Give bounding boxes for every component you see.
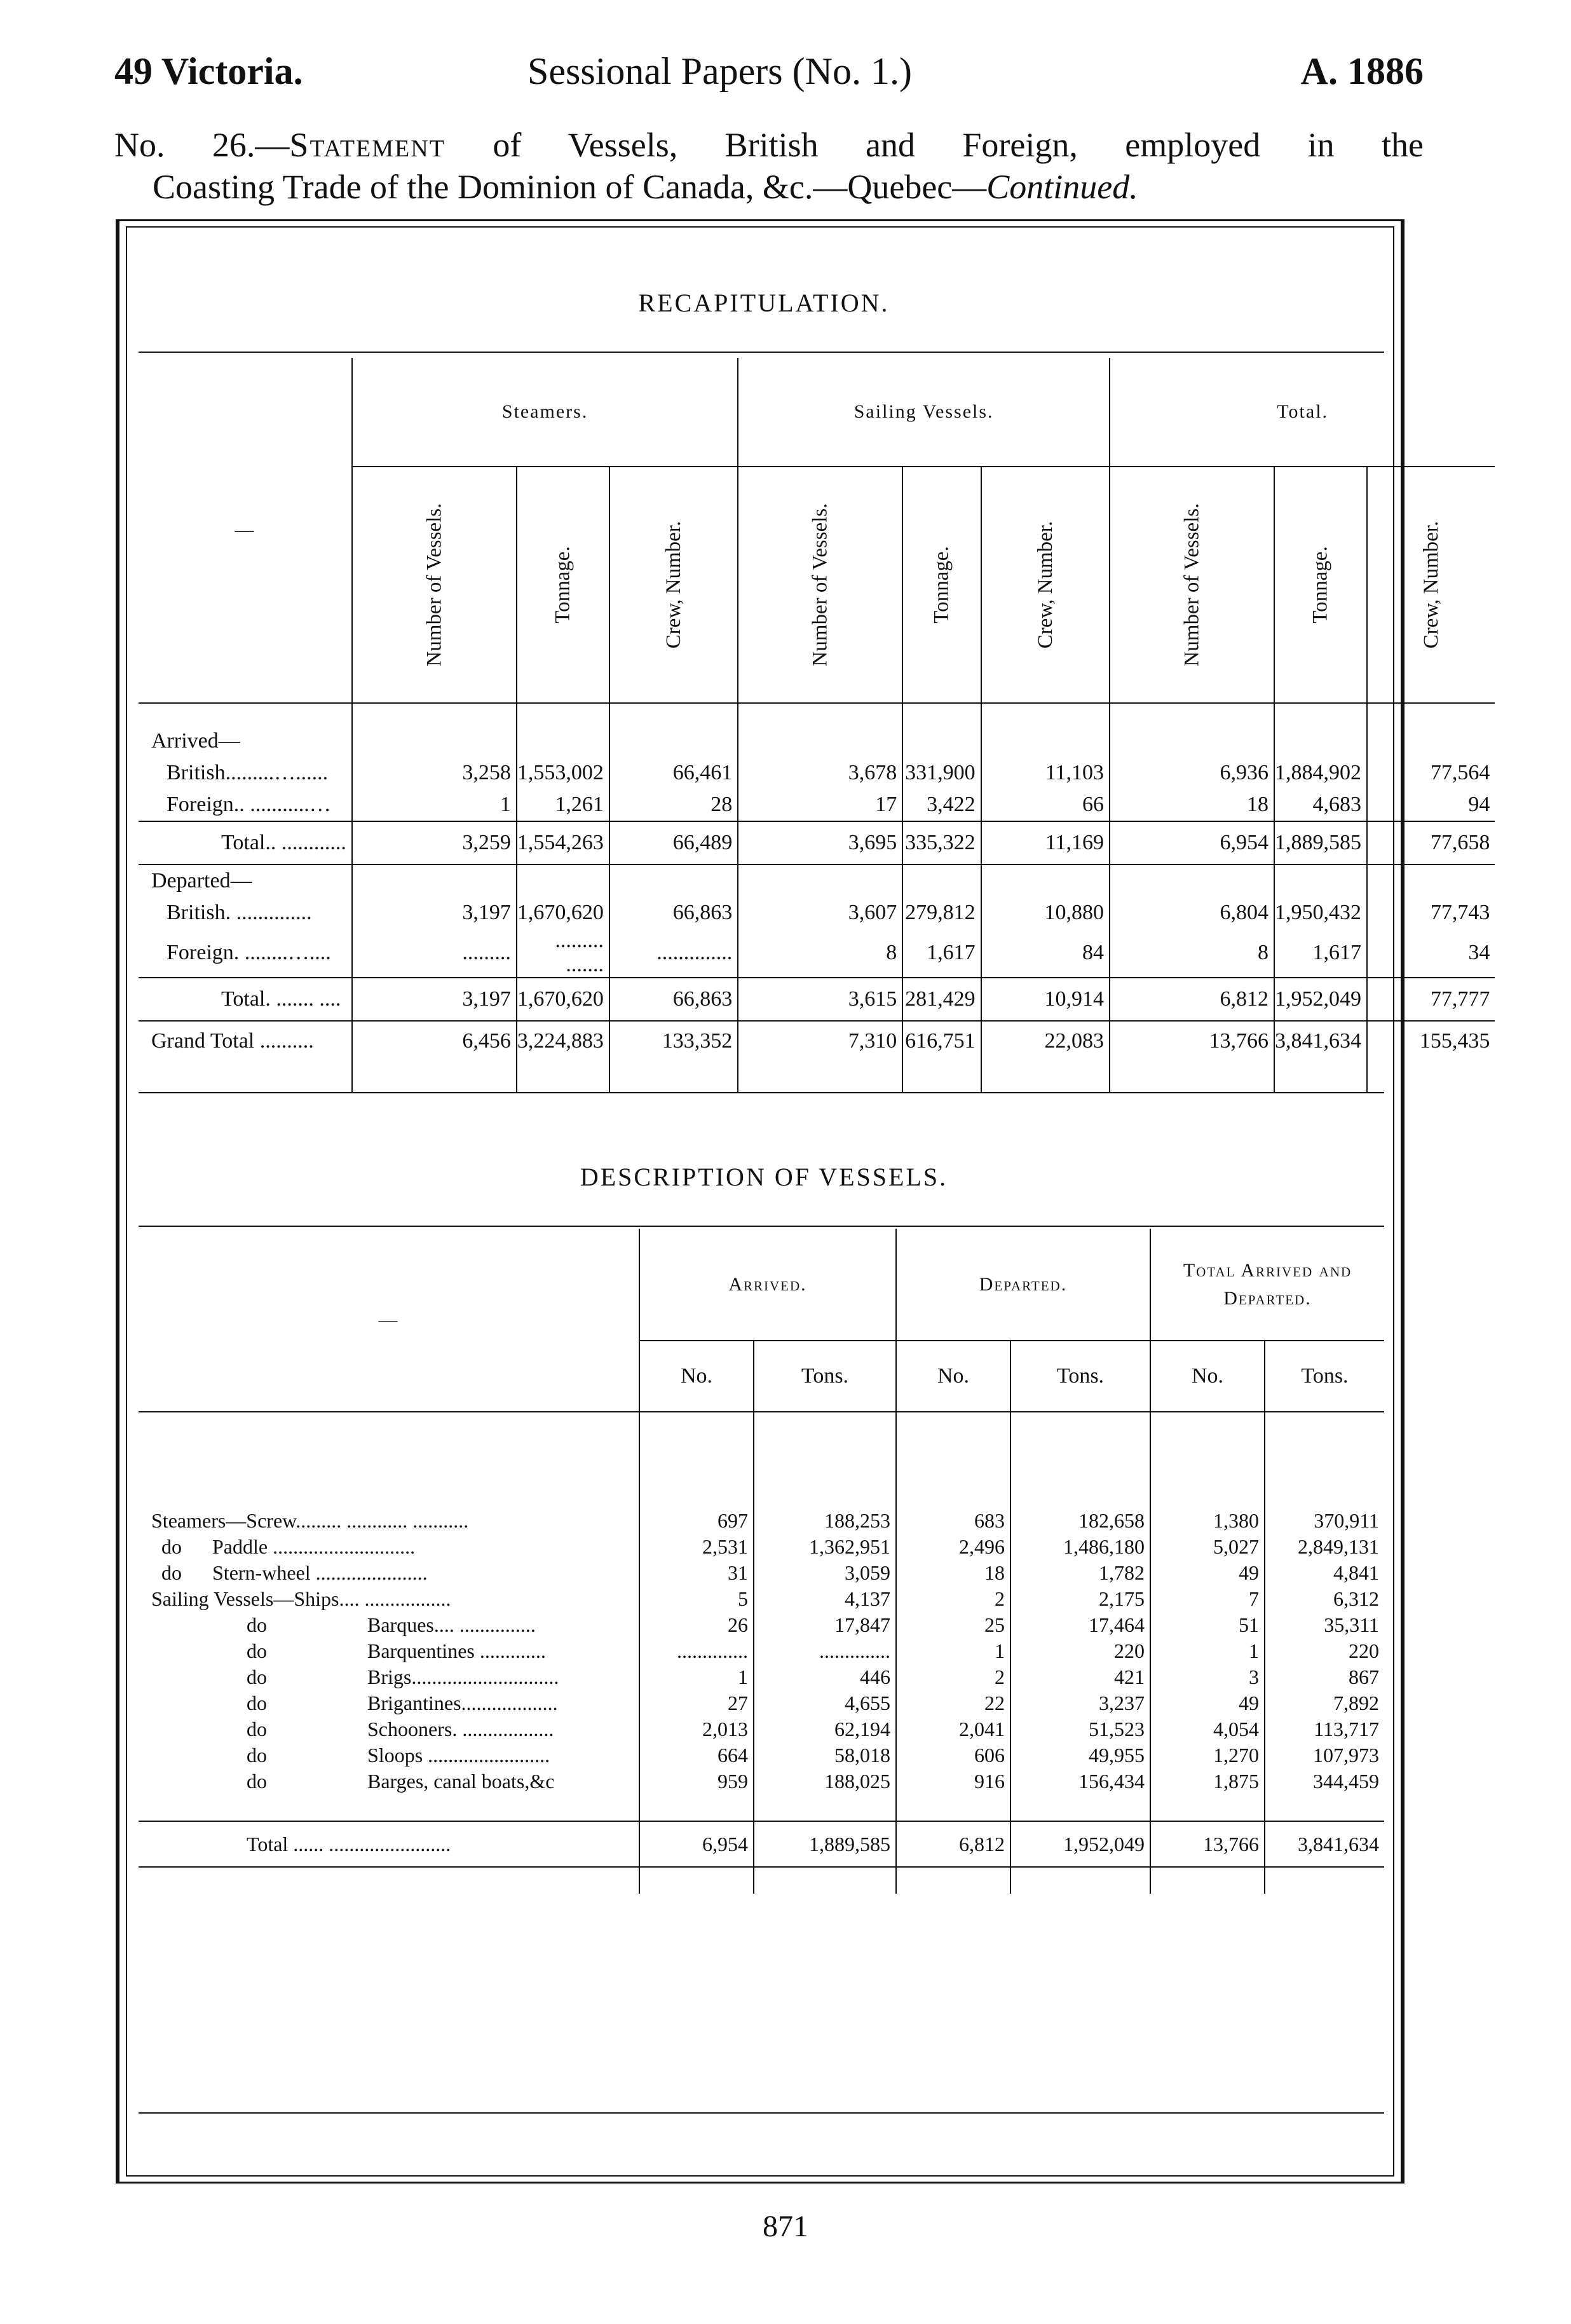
subhead-vessels: Number of Vessels. (352, 467, 517, 703)
table-row: British.........…...... 3,258 1,553,002 66,461 3,678 331,900 11,103 6,936 1,884,902 77,564 (139, 757, 1495, 789)
group-total-arrived-departed: Total Arrived and Departed. (1150, 1229, 1384, 1341)
recap-top-rule (139, 352, 1384, 353)
header-center: Sessional Papers (No. 1.) (527, 50, 912, 92)
caption-statement: Statement (289, 126, 445, 164)
row-label: Steamers—Screw......... ............ ........... (151, 1509, 469, 1532)
table-row (139, 725, 1495, 757)
header-left: 49 Victoria. (114, 50, 303, 92)
row-label: Sailing Vessels—Ships.... ................. (151, 1587, 451, 1610)
row-label: Foreign.. ...........… (167, 793, 331, 816)
desc-top-rule (139, 1226, 1384, 1227)
table-row: do Brigs............................. 1 446 2 421 3 867 (139, 1664, 1384, 1690)
table-row: do Schooners. .................. 2,013 62,194 2,041 51,523 4,054 113,717 (139, 1716, 1384, 1742)
subhead-tonnage: Tonnage. (902, 467, 981, 703)
desc-bottom-rule (139, 2112, 1384, 2114)
table-row: Total.. ............ 3,259 1,554,263 66,489 3,695 335,322 11,169 6,954 1,889,585 77,658 (139, 821, 1495, 865)
row-label: do Barquentines ............. (247, 1639, 546, 1662)
caption-line-1: No. 26.—Statement of Vessels, British and Foreign, employed in the (114, 126, 1424, 164)
table-row: Foreign.. ...........… 1 1,261 28 17 3,422 66 18 4,683 94 (139, 789, 1495, 821)
table-row: Sailing Vessels—Ships.... ................. 5 4,137 2 2,175 7 6,312 (139, 1586, 1384, 1612)
row-label: do Barques.... ............... (247, 1613, 536, 1636)
table-row: do Stern-wheel ...................... 31 3,059 18 1,782 49 4,841 (139, 1560, 1384, 1586)
subhead-tonnage: Tonnage. (1274, 467, 1367, 703)
row-label: do Brigs............................. (247, 1665, 559, 1688)
recap-bottom-rule (139, 1092, 1384, 1093)
row-label: Total ...... ........................ (139, 1821, 639, 1867)
subhead-crew: Crew, Number. (981, 467, 1110, 703)
table-row: Foreign. ........….... ......... ......... ....... .............. 8 1,617 84 8 1,617 34 (139, 929, 1495, 978)
row-label: do Barges, canal boats,&c (247, 1770, 555, 1793)
subhead-no: No. (1150, 1341, 1265, 1412)
table-row (139, 865, 1495, 897)
row-label: British.........…...... (167, 761, 329, 784)
desc-title: DESCRIPTION OF VESSELS. (580, 1163, 948, 1191)
subhead-crew: Crew, Number. (609, 467, 738, 703)
row-label: Arrived— (151, 729, 240, 753)
subhead-tonnage: Tonnage. (517, 467, 609, 703)
group-departed: Departed. (896, 1229, 1150, 1341)
table-row: Total. ....... .... 3,197 1,670,620 66,863 3,615 281,429 10,914 6,812 1,952,049 77,777 (139, 978, 1495, 1021)
row-label: British. .............. (167, 901, 312, 924)
table-row: do Barques.... ............... 26 17,847 25 17,464 51 35,311 (139, 1612, 1384, 1638)
row-label: Foreign. ........….... (167, 941, 331, 964)
group-total: Total. (1110, 358, 1495, 467)
row-label: Departed— (151, 869, 252, 892)
subhead-vessels: Number of Vessels. (1110, 467, 1274, 703)
subhead-vessels: Number of Vessels. (738, 467, 902, 703)
running-header (114, 50, 1424, 107)
row-label: Total. ....... .... (139, 978, 352, 1021)
table-row: do Brigantines................... 27 4,655 22 3,237 49 7,892 (139, 1690, 1384, 1716)
caption-line-2: Coasting Trade of the Dominion of Canada, &c.—Quebec—Continued. (153, 168, 1138, 206)
subhead-tons: Tons. (754, 1341, 896, 1412)
table-row: do Barges, canal boats,&c 959 188,025 916 156,434 1,875 344,459 (139, 1768, 1384, 1794)
row-label: do Paddle ............................ (151, 1535, 416, 1558)
subhead-tons: Tons. (1010, 1341, 1150, 1412)
row-label (139, 703, 352, 725)
row-label: do Schooners. .................. (247, 1718, 554, 1740)
group-sailing-vessels: Sailing Vessels. (738, 358, 1110, 467)
subhead-no: No. (639, 1341, 754, 1412)
table-row: do Sloops ........................ 664 58,018 606 49,955 1,270 107,973 (139, 1742, 1384, 1768)
row-label: Grand Total .......... (151, 1029, 314, 1053)
subhead-no: No. (896, 1341, 1010, 1412)
subhead-crew: Crew, Number. (1367, 467, 1495, 703)
row-label: do Sloops ........................ (247, 1744, 550, 1767)
desc-corner: — (139, 1229, 639, 1412)
table-row: do Barquentines ............. .............. .............. 1 220 1 220 (139, 1638, 1384, 1664)
recapitulation-table (139, 358, 1495, 1093)
page-number: 871 (763, 2210, 808, 2243)
table-frame (116, 219, 1490, 2184)
recap-title: RECAPITULATION. (638, 289, 890, 317)
statement-caption (114, 124, 1424, 208)
table-row: British. .............. 3,197 1,670,620 66,863 3,607 279,812 10,880 6,804 1,950,432 77,743 (139, 897, 1495, 929)
row-label: do Brigantines................... (247, 1692, 558, 1714)
table-row: Grand Total .......... 6,456 3,224,883 133,352 7,310 616,751 22,083 13,766 3,841,634 155,435 (139, 1021, 1495, 1061)
table-row: Total ...... ........................ 6,954 1,889,585 6,812 1,952,049 13,766 3,841,634 (139, 1821, 1384, 1867)
description-table (139, 1229, 1384, 1894)
header-right: A. 1886 (1300, 50, 1424, 92)
row-label: Total.. ............ (139, 821, 352, 865)
table-row: do Paddle ............................ 2,531 1,362,951 2,496 1,486,180 5,027 2,849,131 (139, 1534, 1384, 1560)
table-row: Steamers—Screw......... ............ ........... 697 188,253 683 182,658 1,380 370,911 (139, 1412, 1384, 1534)
row-label: do Stern-wheel ...................... (151, 1561, 428, 1584)
group-steamers: Steamers. (352, 358, 738, 467)
subhead-tons: Tons. (1265, 1341, 1384, 1412)
group-arrived: Arrived. (639, 1229, 896, 1341)
recap-corner: — (139, 358, 352, 703)
caption-continued: Continued. (986, 168, 1138, 206)
